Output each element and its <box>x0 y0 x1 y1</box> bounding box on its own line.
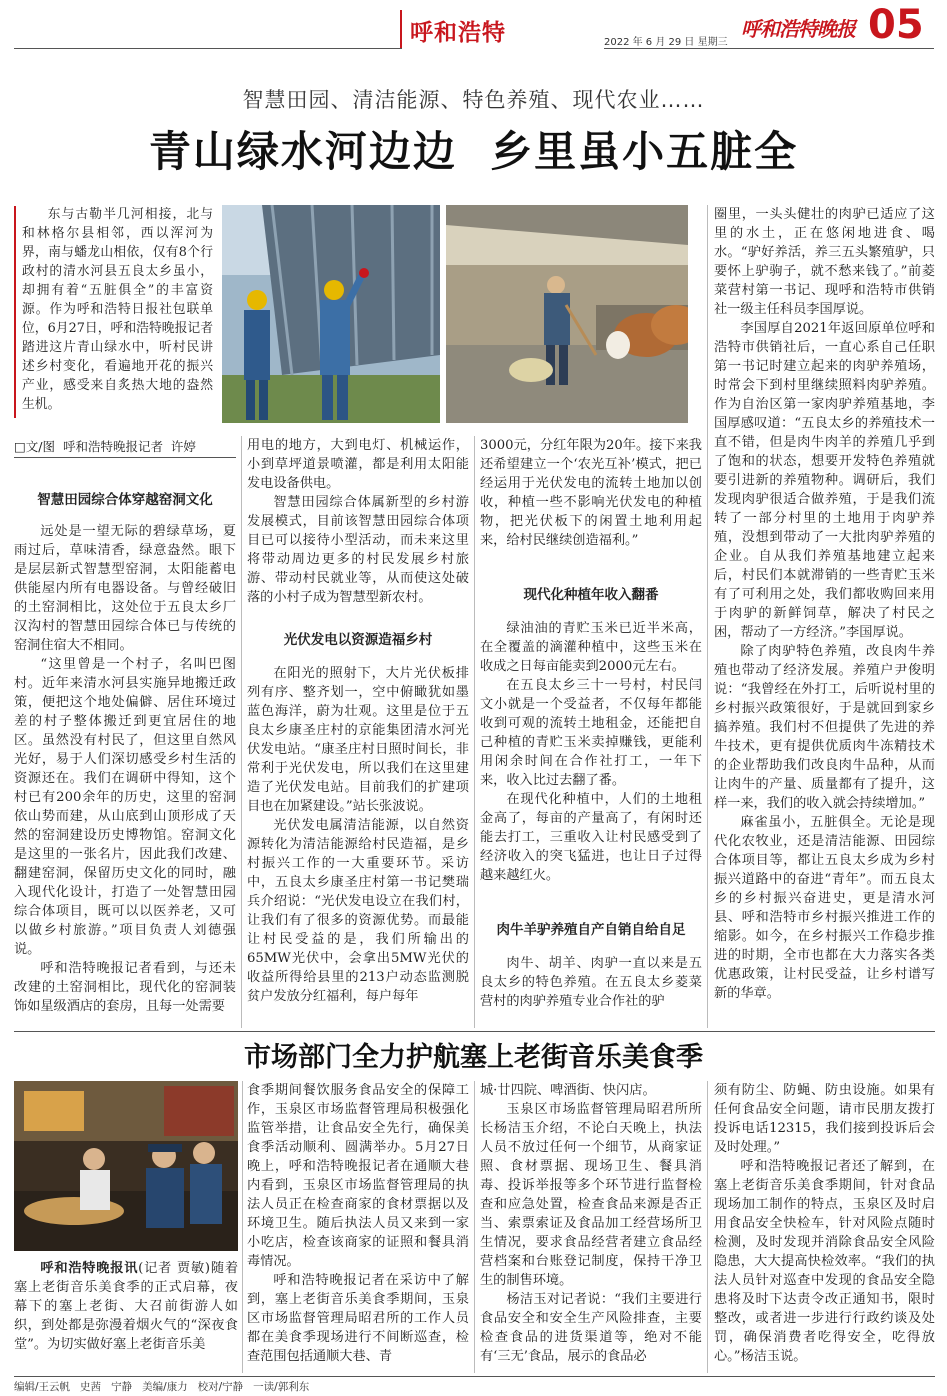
photo-food-inspection <box>14 1081 238 1251</box>
column-divider-2 <box>474 436 475 1028</box>
col1-paragraph-3: 呼和浩特晚报记者看到，与还未改建的土窑洞相比，现代化的窑洞装饰如星级酒店的套房，且每一处需要 <box>14 961 236 1014</box>
col2-paragraph-1: 用电的地方，大到电灯、机械运作，小到草坪道景喷灌，都是利用太阳能发电设备供电。 <box>247 438 469 491</box>
article1-column-1 <box>14 491 236 1027</box>
article2-column-1 <box>14 1259 238 1371</box>
byline: □文/图 呼和浩特晚报记者 许婷 <box>14 439 196 454</box>
photo-cattle-farm <box>446 205 688 423</box>
col3-paragraph-2: 绿油油的青贮玉米已近半米高，在全覆盖的滴灌种植中，这些玉米在收成之日每亩能卖到2000元左右。 <box>480 621 702 674</box>
col4-paragraph-4: 麻雀虽小，五脏俱全。无论是现代化农牧业，还是清洁能源、田园综合体项目等，都让五良太乡成为乡村振兴道路中的奋进“青年”。而五良太乡的乡村振兴奋进史，更是清水河县、呼和浩特市乡村振兴推进工作的缩影。如今，在乡村振兴工作稳步推进的时期，全市也都在大力落实各类优惠政策，让村民受益，让乡村谱写新的华章。 <box>714 815 935 1001</box>
subhead-modern-farming: 现代化种植年收入翻番 <box>523 587 659 603</box>
subhead-livestock: 肉牛羊驴养殖自产自销自给自足 <box>496 922 686 938</box>
column-divider-1 <box>241 436 242 1028</box>
header-date: 2022 年 6 月 29 日 星期三 <box>604 37 728 48</box>
col2-paragraph-2: 智慧田园综合体属新型的乡村游发展模式，目前该智慧田园综合体项目已可以接待小型活动，而未来这里将带动周边更多的村民发展乡村旅游、带动村民就业等，从而使这处破落的小村子成为智慧型新农村。 <box>247 495 469 605</box>
header-left-rule <box>14 48 402 49</box>
article1-kicker: 智慧田园、清洁能源、特色养殖、现代农业…… <box>242 88 705 112</box>
a2-col3-paragraph-1: 城·廿四院、啤酒街、快闪店。 <box>480 1083 656 1098</box>
subhead-smart-field: 智慧田园综合体穿越窑洞文化 <box>37 492 213 508</box>
article2-headline: 市场部门全力护航塞上老街音乐美食季 <box>244 1042 703 1073</box>
footer-rule <box>14 1376 935 1377</box>
col1-paragraph-1: 远处是一望无际的碧绿草场，夏雨过后，草味清香，绿意盎然。眼下是层层新式智慧型窑洞，太阳能蓄电供能屋内所有电器设备。与曾经破旧的土窑洞相比，这处位于五良太乡厂汉沟村的智慧田园综合体已与传统的窑洞住宿大不相同。 <box>14 524 236 653</box>
lead-dateline: 呼和浩特晚报讯 <box>40 1261 139 1276</box>
a2-col2-paragraph-1: 食季期间餐饮服务食品安全的保障工作，玉泉区市场监督管理局积极强化监管举措，让食品安全先行，确保美食季活动顺利、圆满举办。5月27日晚上，呼和浩特晚报记者在通顺大巷内看到，玉泉区市场监督管理局的执法人员正在检查商家的食材票据以及环境卫生。随后执法人员又来到一家小吃店，检查该商家的证照和餐具消毒情况。 <box>247 1083 469 1269</box>
paper-logo: 呼和浩特晚报 <box>741 17 855 41</box>
article1-column-4 <box>714 205 935 1028</box>
article2-divider-2 <box>474 1081 475 1373</box>
a2-col4-paragraph-2: 呼和浩特晚报记者还了解到，在塞上老街音乐美食季期间，针对食品现场加工制作的特点，玉泉区及时启用食品安全快检车，针对风险点随时检测，及时发现并消除食品安全风险隐患，大大提高快检效率。“我们的执法人员针对巡查中发现的食品安全隐患将及时下达责令改正通知书，限时整改，或者进一步进行行政约谈及处罚，确保消费者吃得安全，吃得放心。”杨洁玉说。 <box>714 1159 935 1364</box>
article2-divider-1 <box>242 1081 243 1373</box>
footer-credits: 编辑/王云帆 史茜 宁静 美编/康力 校对/宁静 一读/郭利东 <box>14 1381 310 1393</box>
photo-solar-workers <box>222 205 440 423</box>
article2-lead <box>14 1259 238 1354</box>
column-divider-3 <box>707 205 708 1028</box>
col1-paragraph-2: “这里曾是一个村子，名叫巴图村。近年来清水河县实施异地搬迁政策，便把这个地处偏僻、居住环境过差的村子整体搬迁到更宜居住的地区。虽然没有村民了，但这里自然风光好，易于人们深切感受乡村生活的资源还在。我们在调研中得知，这个村已有200余年的历史，这里的窑洞依山势而建，从山底到山顶形成了天然的窑洞建设历史博物馆。窑洞文化是这里的一张名片，因此我们改建、翻建窑洞，保留历史文化的同时，融入现代化设计，打造了一处智慧田园综合体项目，既可以以医养老，又可以做乡村旅游。”项目负责人刘德强说。 <box>14 657 236 957</box>
col3-paragraph-1: 3000元，分红年限为20年。接下来我还希望建立一个‘农光互补’模式，把已经运用于光伏发电的流转土地加以创收，种植一些不影响光伏发电的种植物，把光伏板下的闲置土地利用起来，给村民继续创造福利。” <box>480 438 702 548</box>
a2-col2-paragraph-2: 呼和浩特晚报记者在采访中了解到，塞上老街音乐美食季期间，玉泉区市场监督管理局昭君所的工作人员都在美食季现场进行不间断巡查，检查范围包括通顺大巷、青 <box>247 1273 469 1364</box>
article1-headline: 青山绿水河边边 乡里虽小五脏全 <box>148 127 799 176</box>
col4-paragraph-3: 除了肉驴特色养殖，改良肉牛养殖也带动了经济发展。养殖户尹俊明说：“我曾经在外打工，后听说村里的乡村振兴政策很好，于是就回到家乡搞养殖。我们村不但提供了先进的养牛技术，更有提供优质肉牛冻精技术的企业帮助我们改良肉牛品种，从而让肉牛的产量、质量都有了提升，这样一来，我们的收入就会持续增加。” <box>714 644 935 811</box>
article2-column-2 <box>247 1081 469 1373</box>
lead-text: 东与古勒半几河相接，北与和林格尔县相邻，西以浑河为界，南与蟠龙山相依，仅有8个行政村的清水河县五良太乡虽小，却拥有着“五脏俱全”的丰富资源。作为呼和浩特日报社包联单位，6月27日，呼和浩特晚报记者踏进这片青山绿水中，听村民讲述乡村变化，看遍地开花的振兴产业，感受来自炙热大地的盎然生机。 <box>22 207 213 412</box>
col2-paragraph-3: 在阳光的照射下，大片光伏板排列有序、整齐划一，空中俯瞰犹如墨蓝色海洋，蔚为壮观。这里是位于五良太乡康圣庄村的京能集团清水河光伏发电站。“康圣庄村日照时间长，非常利于光伏发电，所以我们在这里建造了光伏发电站。目前我们的扩建项目也在加紧建设。”站长张波说。 <box>247 666 469 814</box>
col2-paragraph-4: 光伏发电属清洁能源，以自然资源转化为清洁能源给村民造福，是乡村振兴工作的一大重要环节。采访中，五良太乡康圣庄村第一书记樊瑞兵介绍说：“光伏发电设立在我们村，让我们有了很多的资源优势。而最能让村民受益的是，我们所输出的65MW光伏中，会拿出5MW光伏的收益所得给县里的213户动态监测脱贫户发放分红福利，每户每年 <box>247 818 469 1004</box>
article1-column-3 <box>480 436 702 1028</box>
a2-col4-paragraph-1: 须有防尘、防蝇、防虫设施。如果有任何食品安全问题，请市民朋友拨打投诉电话12315，我们接到投诉后会及时处理。” <box>714 1083 935 1155</box>
lead-body: (记者 贾敏)随着塞上老街音乐美食季的正式启幕，夜幕下的塞上老街、大召前街游人如织，到处都是弥漫着烟火气的“深夜食堂”。为切实做好塞上老街音乐美 <box>14 1261 238 1352</box>
a2-col3-paragraph-3: 杨洁玉对记者说：“我们主要进行食品安全和安全生产风险排查，主要检查食品的进货渠道等，绝对不能有‘三无’食品，展示的食品必 <box>480 1292 702 1364</box>
article1-lead <box>22 205 213 420</box>
article-separator <box>14 1031 935 1032</box>
byline-rule <box>14 457 236 458</box>
subhead-solar-power: 光伏发电以资源造福乡村 <box>283 632 433 648</box>
page-number: 05 <box>868 2 924 48</box>
col4-paragraph-2: 李国厚自2021年返回原单位呼和浩特市供销社后，一直心系自己任职第一书记时建立起来的肉驴养殖场，时常会下到村里继续照料肉驴养殖。作为自治区第一家肉驴养殖基地，李国厚感叹道：“五良太乡的养殖技术一直不错，但是肉牛肉羊的养殖几乎到了饱和的状态，想要开发特色养殖就要引进新的养殖物种。调研后，我们发现肉驴很适合做养殖，于是我们流转了一部分村里的土地用于肉驴养殖，没想到带动了一大批肉驴养殖的企业。自从我们养殖基地建立起来后，村民们本就滞销的一些青贮玉米有了可利用之处，我们都收购回来用于肉驴的新鲜饲草，解决了村民之困，帮动了一方经济。”李国厚说。 <box>714 321 935 640</box>
article2-column-4 <box>714 1081 935 1373</box>
col3-paragraph-3: 在五良太乡三十一号村，村民闫文小就是一个受益者，不仅每年都能收到可观的流转土地租金，还能把自己种植的青贮玉米卖掉赚钱，更能利用闲余时间在合作社打工，一年下来，收入比过去翻了番。 <box>480 678 702 788</box>
section-name: 呼和浩特 <box>410 20 506 46</box>
header-vertical-rule <box>400 10 402 48</box>
a2-col3-paragraph-2: 玉泉区市场监督管理局昭君所所长杨洁玉介绍，不论白天晚上，执法人员不放过任何一个细节，从商家证照、食材票据、现场卫生、餐具消毒、投诉举报等多个环节进行监督检查和应急处置，检查食品来源是否正当、索票索证及食品加工经营场所卫生情况，要求食品经营者建立食品经营档案和台账登记制度，保持干净卫生的制售环境。 <box>480 1102 702 1288</box>
header-right-rule <box>604 48 934 49</box>
article2-divider-3 <box>707 1081 708 1373</box>
article1-column-2 <box>247 436 469 1028</box>
col3-paragraph-5: 肉牛、胡羊、肉驴一直以来是五良太乡的特色养殖。在五良太乡菱菜营村的肉驴养殖专业合作社的驴 <box>480 956 702 1009</box>
article2-column-3 <box>480 1081 702 1373</box>
col4-paragraph-1: 圈里，一头头健壮的肉驴已适应了这里的水土，正在悠闲地进食、喝水。“驴好养活，养三五头繁殖驴，只要怀上驴驹子，就不愁来钱了。”前菱菜营村第一书记、现呼和浩特市供销社一级主任科员李国厚说。 <box>714 207 935 317</box>
lead-accent-bar <box>14 206 16 418</box>
col3-paragraph-4: 在现代化种植中，人们的土地租金高了，每亩的产量高了，有闲时还能去打工，三重收入让村民感受到了经济收入的突飞猛进，也让日子过得越来越红火。 <box>480 792 702 883</box>
